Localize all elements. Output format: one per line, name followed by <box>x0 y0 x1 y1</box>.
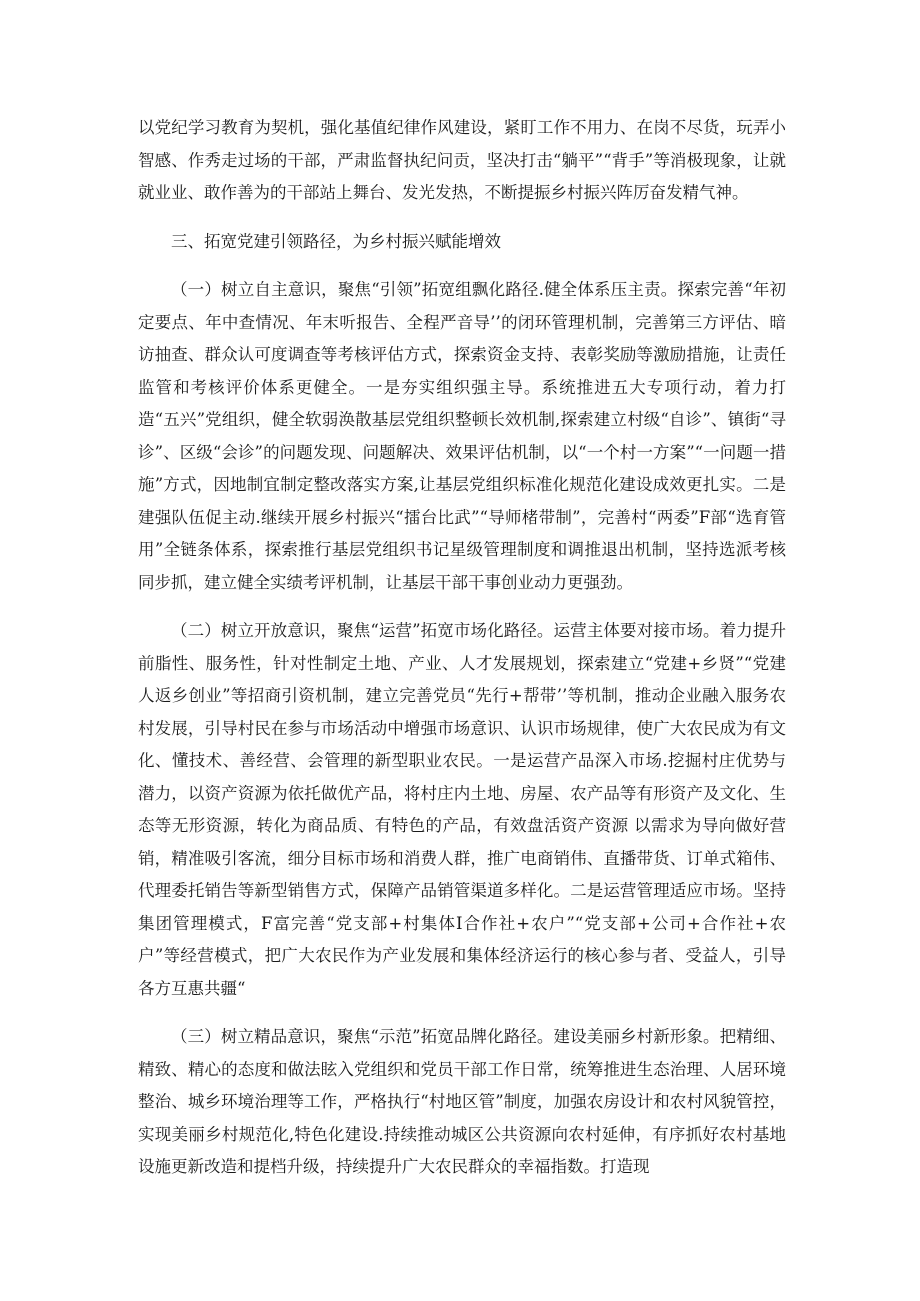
paragraph-subsection-one: （一）树立自主意识，聚焦“引领”拓宽组飘化路径.健全体系压主责。探索完善“年初定要点、年中查情况、年末听报告、全程严音导’’的闭环管理机制，完善第三方评估、暗访抽查、群众认可度调查等考核评估方式，探索资金支持、表彰奖励等激励措施，让责任监管和考核评价体系更健全。一是夯实组织强主导。系统推进五大专项行动，着力打造“五兴”党组织，健全软弱涣散基层党组织整顿长效机制,探索建立村级“自诊”、镇街“寻诊”、区级“会诊”的问题发现、问题解决、效果评估机制，以“一个村一方案”“一问题一措施”方式，因地制宜制定整改落实方案,让基层党组织标准化规范化建设成效更扎实。二是建强队伍促主动.继续开展乡村振兴“擂台比武”“导师楮带制”，完善村“两委”F部“选育管用”全链条体系，探索推行基层党组织书记星级管理制度和调推退出机制，坚持选派考核同步抓，建立健全实绩考评机制，让基层干部干事创业动力更强劲。 <box>138 280 786 592</box>
paragraph-subsection-two: （二）树立开放意识，聚焦“运营”拓宽市场化路径。运营主体要对接市场。着力提升前脂性、服务性，针对性制定土地、产业、人才发展规划，探索建立“党建+乡贤”“党建人返乡创业”等招商引资机制，建立完善党员“先行+帮带’’等机制，推动企业融入服务农村发展，引导村民在参与市场活动中增强市场意识、认识市场规律，使广大农民成为有文化、懂技术、善经营、会管理的新型职业农民。一是运营产品深入市场.挖掘村庄优势与潜力，以资产资源为依托做优产品，将村庄内土地、房屋、农产品等有形资产及文化、生态等无形资源，转化为商品质、有特色的产品，有效盘活资产资源 以需求为导向做好营销，精准吸引客流，细分目标市场和消费人群，推广电商销伟、直播带货、订单式箱伟、代理委托销告等新型销售方式，保障产品销管渠道多样化。二是运营管理适应市场。坚持集团管理模式，F富完善“党支部+村集体I合作社+农户”“党支部+公司+合作社+农户”等经营模式，把广大农民作为产业发展和集体经济运行的核心参与者、受益人，引导各方互惠共疆“ <box>138 621 786 998</box>
paragraph-subsection-three: （三）树立精品意识，聚焦“示范”拓宽品牌化路径。建设美丽乡村新形象。把精细、精致、精心的态度和做法眩入党组织和党员干部工作日常，统筹推进生态治理、人居环境整治、城乡环境治理等工作，严格执行“村地区管”制度，加强农房设计和农村风貌管控，实现美丽乡村规范化,特色化建设.持续推动城区公共资源向农村延伸，有序抓好农村基地设施更新改造和提档升级，持续提升广大农民群众的幸福指数。打造现 <box>138 1027 786 1176</box>
document-body <box>138 112 786 1184</box>
section-heading-three: 三、拓宽党建引领路径，为乡村振兴赋能增效 <box>171 231 501 251</box>
paragraph-discipline-intro: 以党纪学习教育为契机，强化基值纪律作风建设，紧盯工作不用力、在岗不尽货，玩弄小智感、作秀走过场的干部，严肃监督执纪问贡，坚决打击“躺平”“背手”等消极现象，让就就业业、敢作善为的干部站上舞台、发光发热，不断提振乡村振兴阵厉奋发精气神。 <box>138 118 786 202</box>
